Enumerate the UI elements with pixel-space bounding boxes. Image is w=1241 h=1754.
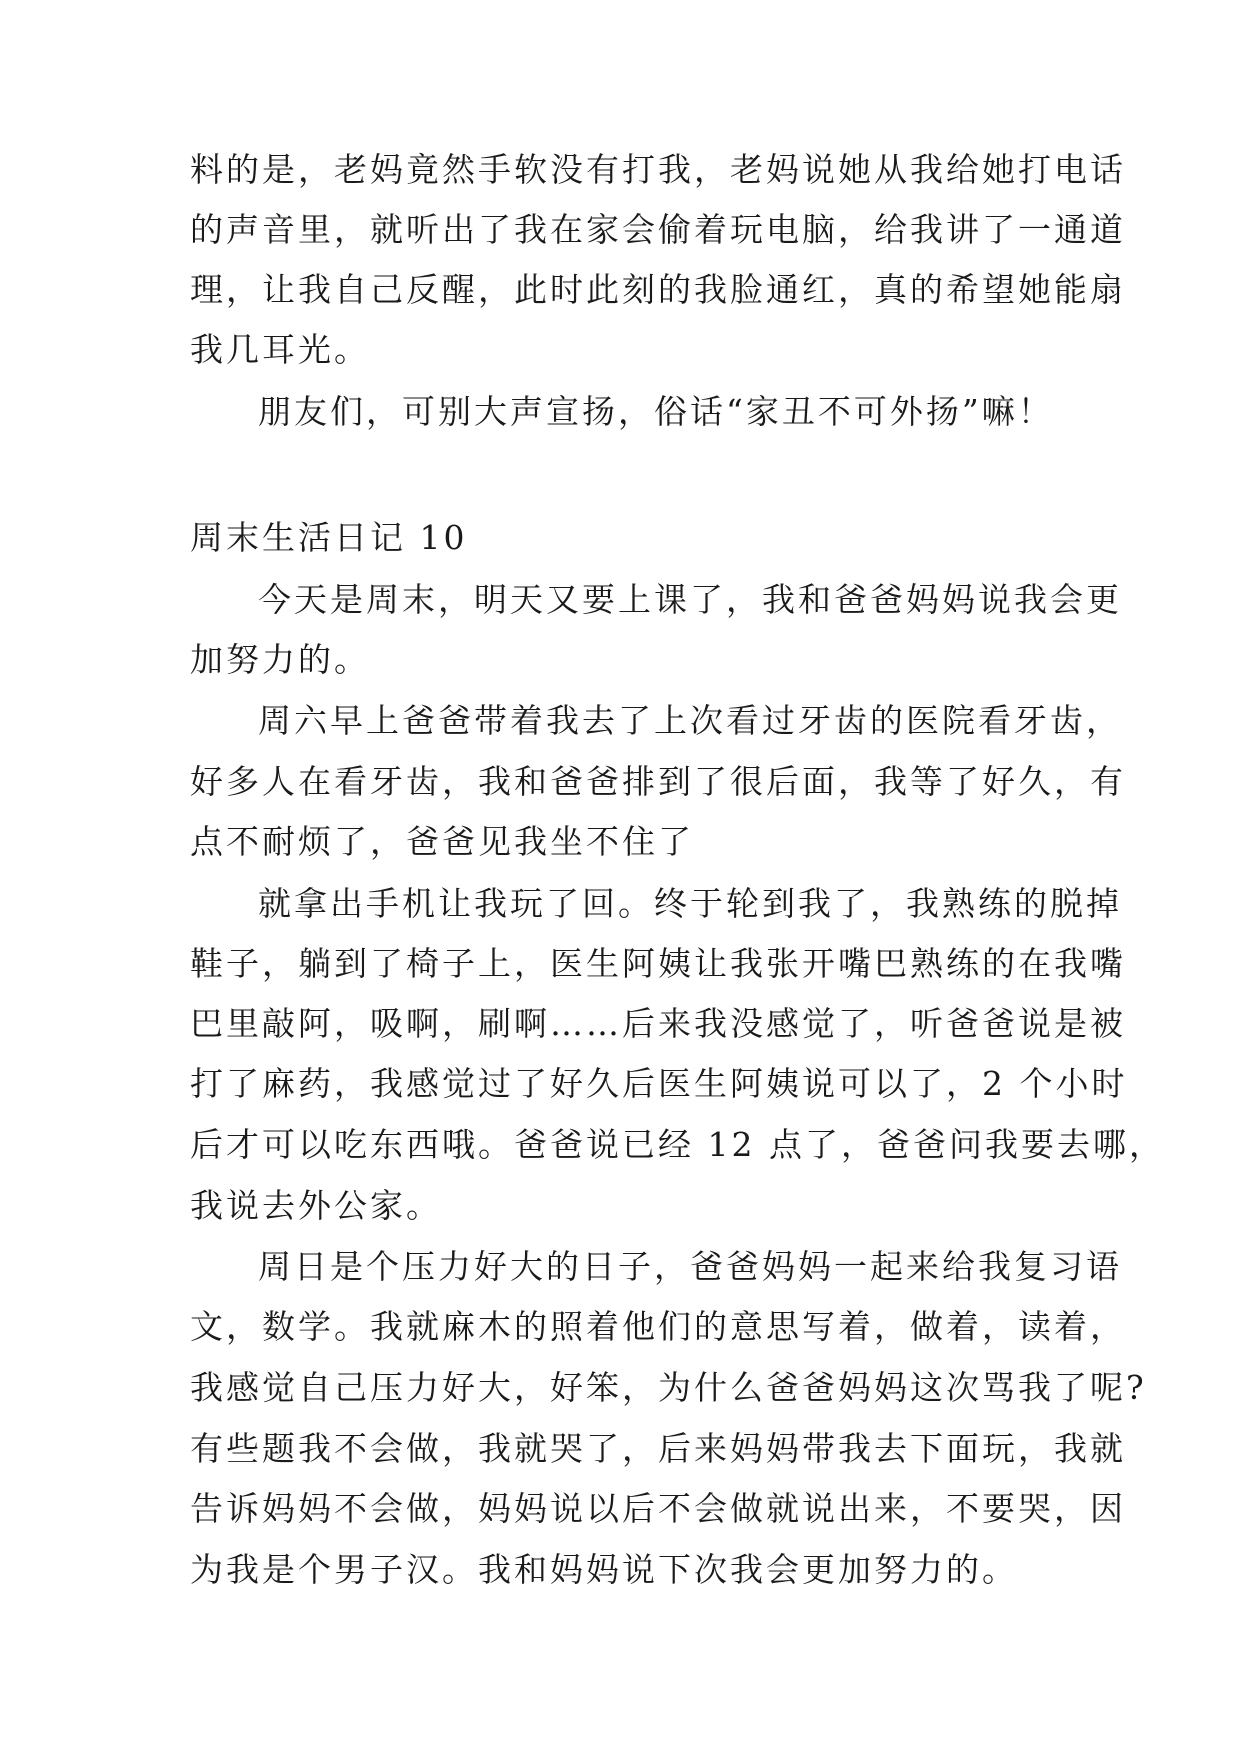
text-line: 打了麻药，我感觉过了好久后医生阿姨说可以了，2 个小时 (190, 1064, 1128, 1103)
text-line: 我说去外公家。 (190, 1186, 442, 1225)
text-line: 告诉妈妈不会做，妈妈说以后不会做就说出来，不要哭，因 (190, 1489, 1126, 1528)
text-line: 为我是个男子汉。我和妈妈说下次我会更加努力的。 (190, 1550, 1018, 1589)
text-line: 就拿出手机让我玩了回。终于轮到我了，我熟练的脱掉 (258, 884, 1122, 923)
text-line: 周六早上爸爸带着我去了上次看过牙齿的医院看牙齿， (258, 701, 1122, 740)
text-line: 文，数学。我就麻木的照着他们的意思写着，做着，读着， (190, 1307, 1126, 1346)
text-line: 巴里敲阿，吸啊，刷啊……后来我没感觉了，听爸爸说是被 (190, 1004, 1126, 1043)
text-line: 理，让我自己反醒，此时此刻的我脸通红，真的希望她能扇 (190, 270, 1126, 309)
text-line: 我几耳光。 (190, 330, 370, 369)
text-line: 鞋子，躺到了椅子上，医生阿姨让我张开嘴巴熟练的在我嘴 (190, 944, 1126, 983)
text-line: 今天是周末，明天又要上课了，我和爸爸妈妈说我会更 (258, 580, 1122, 619)
text-line: 的声音里，就听出了我在家会偷着玩电脑，给我讲了一通道 (190, 210, 1126, 249)
text-line: 加努力的。 (190, 640, 370, 679)
text-line: 点不耐烦了，爸爸见我坐不住了 (190, 822, 694, 861)
text-line: 好多人在看牙齿，我和爸爸排到了很后面，我等了好久，有 (190, 762, 1126, 801)
text-line: 有些题我不会做，我就哭了，后来妈妈带我去下面玩，我就 (190, 1429, 1126, 1468)
section-heading: 周末生活日记 10 (190, 518, 468, 557)
text-line: 朋友们，可别大声宣扬，俗话“家丑不可外扬”嘛！ (258, 392, 1054, 431)
text-line: 后才可以吃东西哦。爸爸说已经 12 点了，爸爸问我要去哪， (190, 1125, 1165, 1164)
text-line: 料的是，老妈竟然手软没有打我，老妈说她从我给她打电话 (190, 150, 1126, 189)
text-line: 我感觉自己压力好大，好笨，为什么爸爸妈妈这次骂我了呢? (190, 1368, 1147, 1407)
text-line: 周日是个压力好大的日子，爸爸妈妈一起来给我复习语 (258, 1247, 1122, 1286)
